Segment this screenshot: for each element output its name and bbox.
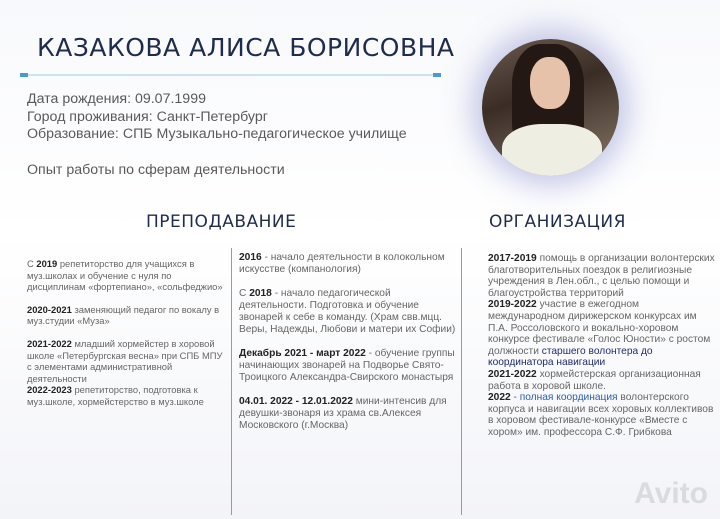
education: Образование: СПБ Музыкально-педагогическое училище [27, 126, 407, 142]
entry-text: - начало педагогической деятельности. Подготовка и обучение звонарей к себе в команду. (Храм свв.мцц. Веры, Надежды, Любови и матери их Софии) [239, 287, 456, 336]
entry-text: С [27, 258, 37, 269]
city: Город проживания: Санкт-Петербург [27, 108, 268, 125]
entry-text: репетиторство, подготовка к муз.школе, хормейстерство в муз.школе [27, 384, 204, 407]
experience-entry [488, 392, 716, 438]
entry-highlight: старшего волонтера до координатора навигации [488, 345, 653, 369]
section-organization-title: ОРГАНИЗАЦИЯ [489, 212, 626, 232]
experience-entry [239, 396, 461, 433]
entry-date: 2019 [36, 258, 58, 269]
experience-entry [488, 299, 716, 369]
entry-date: 2020-2021 [27, 303, 72, 315]
entry-text: - начало деятельности в колокольном искусстве (компанология) [239, 252, 445, 276]
entry-date: Декабрь 2021 - март 2022 [239, 347, 366, 359]
experience-entry [27, 338, 227, 408]
teaching-right-column [239, 252, 461, 444]
entry-date: 2016 [239, 252, 262, 263]
entry-text: хормейстерская организационная работа в хоровой школе. [488, 368, 701, 392]
experience-entry [27, 304, 227, 327]
profile-photo [482, 39, 619, 176]
entry-date: 2018 [249, 287, 272, 299]
entry-text: репетиторство для учащихся в муз.школах и обучение с нуля по дисциплинам «фортепиано», «сольфеджио» [27, 258, 223, 293]
entry-date: 04.01. 2022 - 12.01.2022 [239, 395, 353, 407]
entry-highlight: - полная координация [510, 392, 618, 404]
column-divider [461, 248, 462, 515]
entry-date: 2019-2022 [488, 299, 537, 311]
entry-date: 2021-2022 [27, 337, 72, 349]
entry-text: - обучение группы начинающих звонарей на Подворье Свято-Троицкого Александра-Свирского монастыря [239, 347, 455, 384]
entry-text: участие в ежегодном международном дирижерском конкурсах им П.А. Россоловского и вокально-хоровом конкурсе фестивале «Голос Юности» с ростом должности [488, 299, 711, 357]
experience-entry [27, 258, 227, 293]
entry-text: С [239, 287, 250, 299]
entry-text: помощь в организации волонтерских благотворительных поездок в религиозные учреждения в Лен.обл., с целью помощи и благоустройства территорий [488, 253, 715, 299]
title-divider [20, 74, 441, 76]
experience-entry [239, 348, 461, 385]
entry-text: мини-интенсив для девушки-звонаря из храма св.Алексея Московского (г.Москва) [239, 395, 447, 432]
entry-date: 2022-2023 [27, 384, 72, 396]
entry-date: 2017-2019 [488, 253, 537, 264]
entry-text: заменяющий педагог по вокалу в муз.студии «Муза» [27, 303, 220, 327]
birth-date: Дата рождения: 09.07.1999 [27, 91, 206, 107]
experience-entry [488, 369, 716, 392]
entry-date: 2022 [488, 392, 511, 404]
experience-entry [239, 288, 461, 337]
entry-text: волонтерского корпуса и навигации всех хоровых коллективов в хоровом фестивале-конкурсе «Вместе с хором» им. профессора С.Ф. Грибкова [488, 392, 714, 438]
entry-date: 2021-2022 [488, 368, 537, 380]
section-teaching-title: ПРЕПОДАВАНИЕ [146, 212, 297, 232]
entry-text: младший хормейстер в хоровой школе «Петербургская весна» при СПБ МПУ с элементами административной деятельности [27, 337, 223, 384]
column-divider [231, 248, 232, 515]
teaching-left-column [27, 258, 227, 419]
experience-label: Опыт работы по сферам деятельности [27, 162, 285, 178]
organization-column [488, 253, 716, 439]
person-name: КАЗАКОВА АЛИСА БОРИСОВНА [37, 33, 455, 62]
experience-entry [239, 252, 461, 277]
personal-info [27, 91, 407, 144]
experience-entry [488, 253, 716, 299]
avito-watermark: Avito [634, 477, 708, 510]
